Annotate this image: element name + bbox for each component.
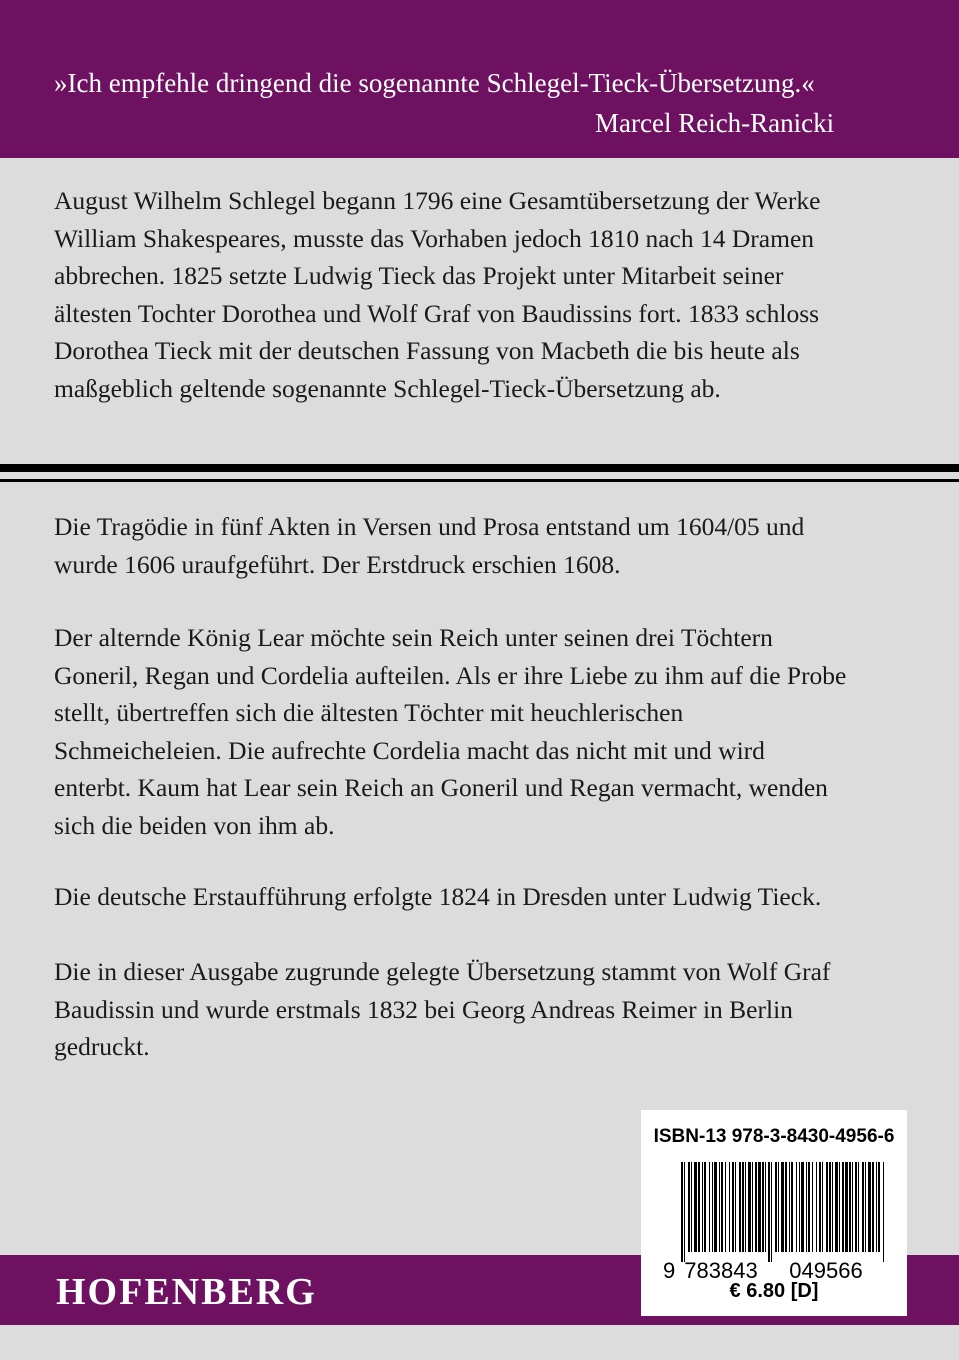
body-line: gedruckt. bbox=[54, 1032, 150, 1061]
barcode-bar bbox=[719, 1162, 720, 1252]
barcode-bar bbox=[832, 1162, 833, 1252]
barcode-bar bbox=[822, 1162, 823, 1252]
barcode-bar bbox=[829, 1162, 831, 1252]
divider-thin bbox=[0, 479, 959, 482]
barcode-bar bbox=[742, 1162, 744, 1252]
divider-thick bbox=[0, 464, 959, 472]
intro-line: ältesten Tochter Dorothea und Wolf Graf von Baudissins fort. 1833 schloss bbox=[54, 298, 820, 328]
barcode-bar bbox=[721, 1162, 723, 1252]
barcode-bar bbox=[735, 1162, 736, 1252]
body-line: wurde 1606 uraufgeführt. Der Erstdruck erschien 1608. bbox=[54, 549, 621, 579]
barcode-bar bbox=[878, 1162, 880, 1252]
barcode-bar bbox=[725, 1162, 726, 1252]
barcode-bar bbox=[852, 1162, 853, 1252]
barcode-bar bbox=[729, 1162, 730, 1252]
barcode-bar bbox=[739, 1162, 741, 1252]
barcode-bar bbox=[845, 1162, 848, 1252]
body-paragraph-2 bbox=[54, 619, 934, 844]
body-line: sich die beiden von ihm ab. bbox=[54, 810, 335, 840]
barcode-bar bbox=[816, 1162, 817, 1252]
barcode-bar bbox=[789, 1162, 790, 1252]
quote-text: »Ich empfehle dringend die sogenannte Schlegel-Tieck-Übersetzung.« bbox=[54, 68, 815, 98]
isbn-box bbox=[641, 1110, 907, 1316]
barcode-bar bbox=[684, 1162, 685, 1262]
barcode-bar bbox=[799, 1162, 800, 1252]
price-label: € 6.80 [D] bbox=[729, 1280, 819, 1302]
barcode-bar bbox=[752, 1162, 753, 1252]
barcode-bar bbox=[791, 1162, 793, 1252]
body-line: Goneril, Regan und Cordelia aufteilen. Als er ihre Liebe zu ihm auf die Probe bbox=[54, 660, 847, 690]
barcode-bar bbox=[765, 1162, 766, 1252]
barcode-bar bbox=[709, 1162, 710, 1252]
barcode-bar bbox=[808, 1162, 810, 1252]
body-line: Die deutsche Erstaufführung erfolgte 1824 in Dresden unter Ludwig Tieck. bbox=[54, 882, 822, 911]
barcode-bar bbox=[712, 1162, 713, 1252]
barcode-bar bbox=[762, 1162, 764, 1252]
barcode-bar bbox=[855, 1162, 857, 1252]
barcode-bar bbox=[768, 1162, 770, 1262]
barcode-bar bbox=[732, 1162, 734, 1252]
barcode-bar bbox=[745, 1162, 746, 1252]
quote-author: Marcel Reich-Ranicki bbox=[595, 108, 835, 138]
body-paragraph-4 bbox=[54, 953, 934, 1066]
barcode-bar bbox=[862, 1162, 864, 1252]
intro-line: William Shakespeares, musste das Vorhaben jedoch 1810 nach 14 Dramen bbox=[54, 223, 815, 253]
barcode-bar bbox=[839, 1162, 840, 1252]
barcode-bar bbox=[858, 1162, 859, 1252]
barcode-bar bbox=[868, 1162, 871, 1252]
intro-line: abbrechen. 1825 setzte Ludwig Tieck das Projekt unter Mitarbeit seiner bbox=[54, 261, 784, 290]
barcode-bar bbox=[748, 1162, 751, 1252]
barcode-bar bbox=[771, 1162, 772, 1262]
barcode-bar bbox=[819, 1162, 821, 1252]
barcode-bar bbox=[785, 1162, 787, 1252]
publisher-name: HOFENBERG bbox=[56, 1271, 317, 1313]
barcode-bar bbox=[842, 1162, 844, 1252]
body-line: stellt, übertreffen sich die ältesten Töchter mit heuchlerischen bbox=[54, 698, 684, 727]
barcode-bar bbox=[796, 1162, 797, 1252]
barcode-bar bbox=[702, 1162, 703, 1252]
body-paragraph-3 bbox=[54, 878, 934, 916]
barcode-bar bbox=[694, 1162, 697, 1252]
body-line: Die in dieser Ausgabe zugrunde gelegte Übersetzung stammt von Wolf Graf bbox=[54, 957, 831, 986]
barcode bbox=[663, 1162, 889, 1352]
barcode-bar bbox=[872, 1162, 874, 1252]
barcode-bar bbox=[835, 1162, 838, 1252]
barcode-bar bbox=[775, 1162, 777, 1252]
body-line: Baudissin und wurde erstmals 1832 bei Georg Andreas Reimer in Berlin bbox=[54, 994, 793, 1024]
barcode-digits-left: 783843 bbox=[684, 1258, 758, 1283]
intro-line: Dorothea Tieck mit der deutschen Fassung von Macbeth die bis heute als bbox=[54, 336, 800, 365]
isbn-label: ISBN-13 978-3-8430-4956-6 bbox=[653, 1126, 895, 1147]
barcode-bar bbox=[698, 1162, 700, 1252]
barcode-bar bbox=[714, 1162, 717, 1252]
barcode-bar bbox=[691, 1162, 692, 1252]
body-paragraph-1 bbox=[54, 508, 934, 583]
body-line: Schmeicheleien. Die aufrechte Cordelia macht das nicht mit und wird bbox=[54, 735, 765, 765]
body-line: Die Tragödie in fünf Akten in Versen und Prosa entstand um 1604/05 und bbox=[54, 512, 805, 541]
barcode-bar bbox=[876, 1162, 877, 1252]
intro-line: August Wilhelm Schlegel begann 1796 eine Gesamtübersetzung der Werke bbox=[54, 186, 821, 215]
body-line: Der alternde König Lear möchte sein Reich unter seinen drei Töchtern bbox=[54, 623, 773, 652]
barcode-digits-right: 049566 bbox=[789, 1258, 863, 1283]
barcode-bar bbox=[755, 1162, 757, 1252]
barcode-bar bbox=[883, 1162, 884, 1262]
barcode-bar bbox=[826, 1162, 828, 1252]
barcode-bar bbox=[704, 1162, 706, 1252]
barcode-bar bbox=[688, 1162, 690, 1252]
intro-paragraph bbox=[54, 182, 934, 407]
barcode-bar bbox=[865, 1162, 866, 1252]
body-line: enterbt. Kaum hat Lear sein Reich an Goneril und Regan vermacht, wenden bbox=[54, 773, 828, 802]
intro-line: maßgeblich geltende sogenannte Schlegel-Tieck-Übersetzung ab. bbox=[54, 373, 721, 403]
barcode-bar bbox=[801, 1162, 804, 1252]
barcode-bar bbox=[806, 1162, 807, 1252]
barcode-bar bbox=[778, 1162, 779, 1252]
barcode-bar bbox=[681, 1162, 683, 1262]
barcode-digit-lead: 9 bbox=[663, 1258, 676, 1283]
barcode-bar bbox=[781, 1162, 784, 1252]
barcode-bar bbox=[849, 1162, 851, 1252]
barcode-bar bbox=[758, 1162, 761, 1252]
barcode-bar bbox=[812, 1162, 813, 1252]
